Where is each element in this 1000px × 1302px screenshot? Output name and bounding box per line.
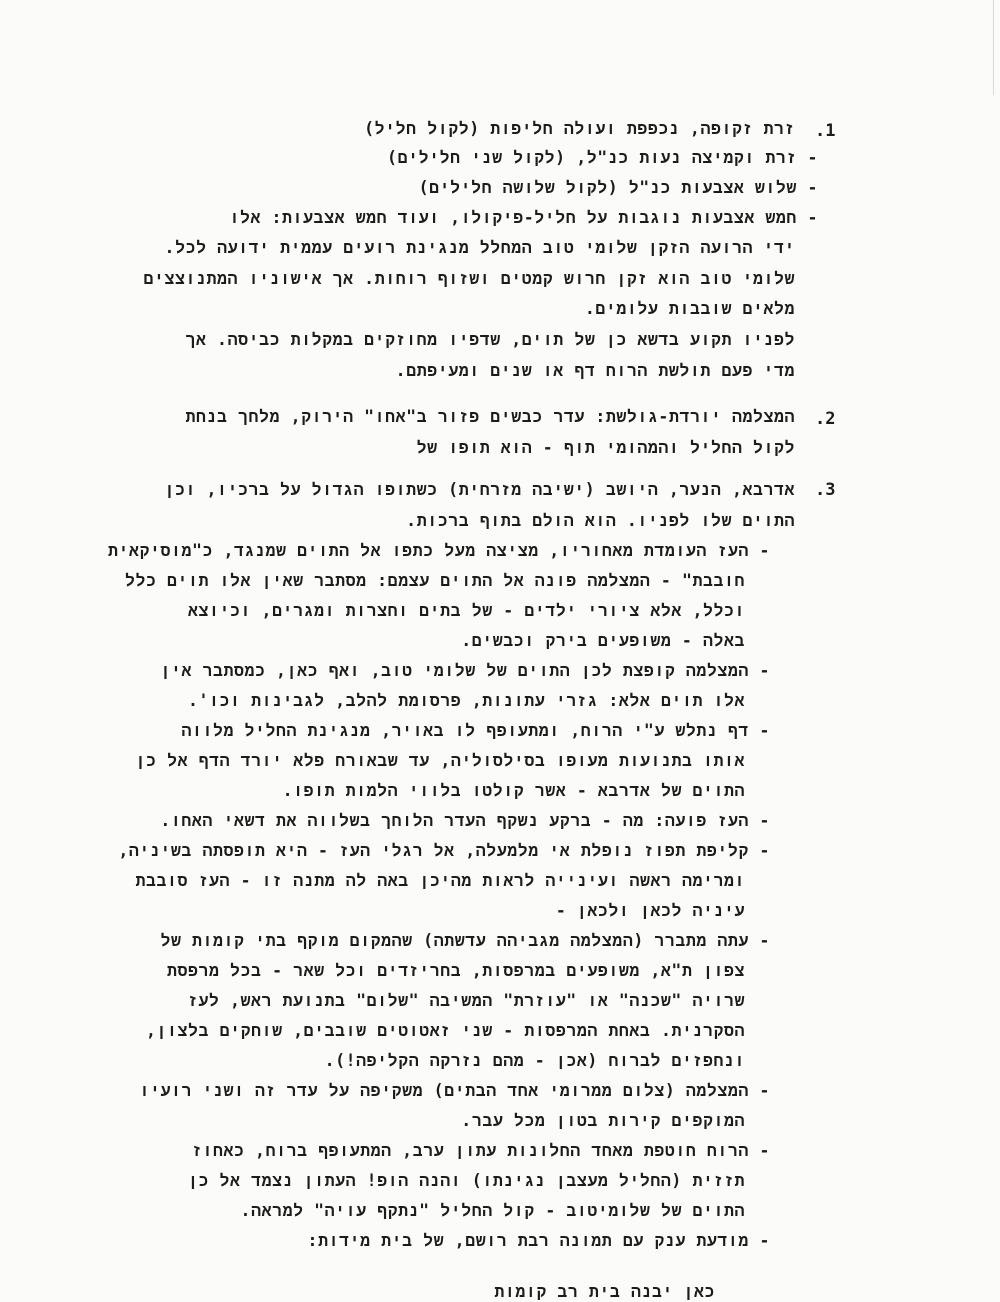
text-line: - העז העומדת מאחוריו, מציצה מעל כתפו אל התוים שמנגד, כ"מוסיקאית — [107, 541, 770, 560]
section-number-2: .2 — [815, 409, 836, 429]
text-line: לקול החליל והמהומי תוף - הוא תופו של — [416, 438, 795, 457]
section-number-1: .1 — [815, 121, 836, 141]
text-line: צפון ת"א, משופעים במרפסות, בחריזדים וכל שאר - בכל מרפסת — [166, 961, 745, 980]
text-line: - זרת וקמיצה נעות כנ"ל, (לקול שני חלילים) — [387, 148, 818, 167]
text-line: חובבת" - המצלמה פונה אל התוים עצמם: מסתבר שאין אלו תוים כלל — [124, 571, 745, 590]
text-line: - חמש אצבעות נוגבות על חליל-פיקולו, ועוד חמש אצבעות: אלו — [229, 208, 818, 227]
text-line: שרויה "שכנה" או "עוזרת" המשיבה "שלום" בתנועת ראש, לעז — [187, 991, 745, 1010]
text-line: שלומי טוב הוא זקן חרוש קמטים ושזוף רוחות. אך אישוניו המתנוצצים — [143, 269, 795, 288]
text-line: אדרבא, הנער, היושב (ישיבה מזרחית) כשתופו הגדול על ברכיו, וכן — [164, 480, 795, 499]
text-line: המוקפים קירות בטון מכל עבר. — [461, 1111, 745, 1130]
text-line: - המצלמה קופצת לכן התוים של שלומי טוב, ואף כאן, כמסתבר אין — [160, 661, 770, 680]
text-line: אותו בתנועות מעופו בסילסוליה, עד שבאורח פלא יורד הדף אל כן — [135, 751, 745, 770]
text-line: מלאים שובבות עלומים. — [584, 299, 795, 318]
text-line: התוים של אדרבא - אשר קולטו בלווי הלמות תופו. — [282, 781, 745, 800]
text-line: מדי פעם תולשת הרוח דף או שנים ומעיפתם. — [395, 361, 795, 380]
footer-partial-line: כאן יבנה בית רב קומות — [494, 1282, 715, 1301]
text-line: ומרימה ראשה ועינייה לראות מהיכן באה לה מתנה זו - העז סובבת — [135, 871, 745, 890]
text-line: וכלל, אלא ציורי ילדים - של בתים וחצרות ומגרים, וכיוצא — [188, 601, 745, 620]
text-line: לפניו תקוע בדשא כן של תוים, שדפיו מחוזקים במקלות כביסה. אך — [185, 330, 795, 349]
text-line: - העז פועה: מה - ברקע נשקף העדר הלוחך בשלווה את דשאי האחו. — [160, 811, 770, 830]
text-line: המצלמה יורדת-גולשת: עדר כבשים פזור ב"אחו" הירוק, מלחך בנחת — [185, 407, 795, 426]
text-line: עיניה לכאן ולכאן - — [555, 901, 745, 920]
text-line: - המצלמה (צלום ממרומי אחד הבתים) משקיפה על עדר זה ושני רועיו — [139, 1081, 770, 1100]
text-line: באלה - משופעים בירק וכבשים. — [461, 631, 745, 650]
text-line: - מודעת ענק עם תמונה רבת רושם, של בית מידות: — [307, 1231, 770, 1250]
text-line: - עתה מתברר (המצלמה מגביהה עדשתה) שהמקום מוקף בתי קומות של — [160, 931, 770, 950]
text-line: - קליפת תפוז נופלת אי מלמעלה, אל רגלי העז - היא תופסתה בשיניה, — [118, 841, 770, 860]
text-line: - שלוש אצבעות כנ"ל (לקול שלושה חלילים) — [418, 178, 818, 197]
text-line: אלו תוים אלא: גזרי עתונות, פרסומת להלב, לגבינות וכו'. — [187, 691, 745, 710]
text-line: - דף נתלש ע"י הרוח, ומתעופף לו באויר, מנגינת החליל מלווה — [181, 721, 770, 740]
text-line: - הרוח חוטפת מאחד החלונות עתון ערב, המתעופף ברוח, כאחוז — [192, 1141, 770, 1160]
text-line: ונחפזים לברוח (אכן - מהם נזרקה הקליפה!). — [324, 1051, 745, 1070]
text-line: התוים של שלומיטוב - קול החליל "נתקף עויה" למראה. — [240, 1201, 745, 1220]
text-line: זרת זקופה, נכפפת ועולה חליפות (לקול חליל) — [364, 119, 795, 138]
scan-edge-line — [993, 0, 994, 95]
text-line: ידי הרועה הזקן שלומי טוב המחלל מנגינת רועים עממית ידועה לכל. — [164, 238, 795, 257]
text-line: התוים שלו לפניו. הוא הולם בתוף ברכות. — [406, 511, 795, 530]
text-line: תזזית (החליל מעצבן נגינתו) והנה הופ! העתון נצמד אל כן — [188, 1171, 745, 1190]
section-number-3: .3 — [815, 480, 836, 500]
text-line: הסקרנית. באחת המרפסות - שני זאטוטים שובבים, שוחקים בלצון, — [146, 1021, 745, 1040]
